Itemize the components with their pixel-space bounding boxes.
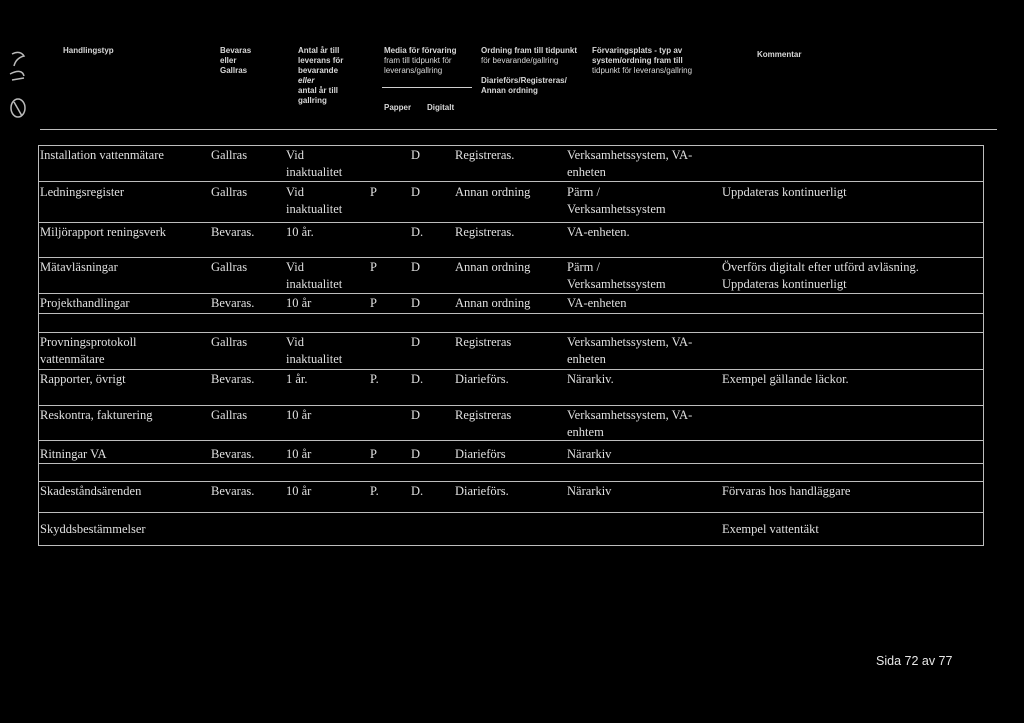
cell-komm: Uppdateras kontinuerligt bbox=[722, 185, 847, 199]
cell-plats: VA-enheten bbox=[567, 296, 627, 310]
row-divider bbox=[38, 313, 984, 314]
cell-typ: Projekthandlingar bbox=[40, 296, 130, 310]
cell-bev: Bevaras. bbox=[211, 225, 255, 239]
row-divider bbox=[38, 463, 984, 464]
cell-ordning: Annan ordning bbox=[455, 185, 531, 199]
cell-plats: Närarkiv. bbox=[567, 372, 614, 386]
cell-plats: Verksamhetssystem, VA- bbox=[567, 408, 693, 422]
cell-plats: Verksamhetssystem, VA- bbox=[567, 335, 693, 349]
header-ordning: Ordning fram till tidpunkt för bevarande/gallring Diarieförs/Registreras/ Annan ordning bbox=[481, 46, 577, 95]
cell-plats: Närarkiv bbox=[567, 447, 612, 461]
cell-plats: Pärm / bbox=[567, 260, 600, 274]
row-divider bbox=[38, 145, 984, 146]
row-divider bbox=[38, 369, 984, 370]
cell-plats: Verksamhetssystem, VA- bbox=[567, 148, 693, 162]
cell-bev: Bevaras. bbox=[211, 484, 255, 498]
cell-typ: Miljörapport reningsverk bbox=[40, 225, 167, 239]
cell-antal: 10 år bbox=[286, 447, 312, 461]
cell-plats: enheten bbox=[567, 352, 606, 366]
cell-plats: Verksamhetssystem bbox=[567, 277, 666, 291]
header-bottom-rule bbox=[40, 129, 997, 130]
cell-komm: Exempel vattentäkt bbox=[722, 522, 819, 536]
cell-p: P. bbox=[370, 484, 379, 498]
cell-d: D bbox=[411, 260, 421, 274]
cell-komm: Uppdateras kontinuerligt bbox=[722, 277, 847, 291]
header-forvaringsplats: Förvaringsplats - typ av system/ordning fram till tidpunkt för leverans/gallring bbox=[592, 46, 693, 75]
header-bevaras: Bevaras eller Gallras bbox=[220, 46, 252, 75]
cell-komm: Överförs digitalt efter utförd avläsning. bbox=[722, 260, 919, 274]
cell-typ: Installation vattenmätare bbox=[40, 148, 164, 162]
cell-bev: Gallras bbox=[211, 408, 248, 422]
cell-ordning: Annan ordning bbox=[455, 296, 531, 310]
cell-typ: Ritningar VA bbox=[40, 447, 107, 461]
cell-ordning: Annan ordning bbox=[455, 260, 531, 274]
cell-ordning: Registreras. bbox=[455, 225, 515, 239]
row-divider bbox=[38, 257, 984, 258]
cell-typ: vattenmätare bbox=[40, 352, 105, 366]
cell-bev: Gallras bbox=[211, 335, 248, 349]
cell-p: P bbox=[370, 260, 377, 274]
cell-p: P bbox=[370, 296, 377, 310]
cell-plats: Verksamhetssystem bbox=[567, 202, 666, 216]
cell-antal: inaktualitet bbox=[286, 202, 343, 216]
row-divider bbox=[38, 545, 984, 546]
cell-antal: 10 år bbox=[286, 408, 312, 422]
cell-antal: 10 år. bbox=[286, 225, 314, 239]
cell-p: P bbox=[370, 447, 377, 461]
row-divider bbox=[38, 181, 984, 182]
cell-bev: Bevaras. bbox=[211, 447, 255, 461]
cell-typ: Rapporter, övrigt bbox=[40, 372, 126, 386]
cell-d: D. bbox=[411, 484, 424, 498]
cell-d: D. bbox=[411, 372, 424, 386]
cell-antal: Vid bbox=[286, 260, 304, 274]
cell-komm: Exempel gällande läckor. bbox=[722, 372, 849, 386]
cell-antal: 10 år bbox=[286, 484, 312, 498]
table-right-border bbox=[983, 145, 984, 545]
header-media-divider bbox=[382, 87, 472, 88]
row-divider bbox=[38, 332, 984, 333]
cell-ordning: Diarieförs. bbox=[455, 484, 509, 498]
cell-typ: Skadeståndsärenden bbox=[40, 484, 142, 498]
row-divider bbox=[38, 512, 984, 513]
cell-typ: Mätavläsningar bbox=[40, 260, 118, 274]
header-papper: Papper bbox=[384, 103, 412, 112]
cell-komm: Förvaras hos handläggare bbox=[722, 484, 851, 498]
header-kommentar: Kommentar bbox=[757, 50, 802, 59]
header-antal-ar: Antal år till leverans för bevarande eller antal år till gallring bbox=[298, 46, 344, 105]
cell-bev: Bevaras. bbox=[211, 296, 255, 310]
cell-p: P bbox=[370, 185, 377, 199]
cell-bev: Gallras bbox=[211, 185, 248, 199]
handwritten-annotation bbox=[6, 46, 30, 126]
cell-typ: Reskontra, fakturering bbox=[40, 408, 153, 422]
row-divider bbox=[38, 481, 984, 482]
cell-ordning: Registreras. bbox=[455, 148, 515, 162]
cell-typ: Ledningsregister bbox=[40, 185, 125, 199]
cell-antal: 10 år bbox=[286, 296, 312, 310]
cell-d: D bbox=[411, 335, 421, 349]
row-divider bbox=[38, 405, 984, 406]
cell-plats: enhtem bbox=[567, 425, 604, 439]
header-media: Media för förvaring fram till tidpunkt för leverans/gallring bbox=[384, 46, 457, 75]
row-divider bbox=[38, 440, 984, 441]
cell-ordning: Registreras bbox=[455, 408, 512, 422]
cell-d: D. bbox=[411, 225, 424, 239]
header-handlingstyp: Handlingstyp bbox=[63, 46, 114, 55]
cell-plats: Pärm / bbox=[567, 185, 600, 199]
cell-bev: Gallras bbox=[211, 148, 248, 162]
table-left-border bbox=[38, 145, 39, 545]
cell-bev: Bevaras. bbox=[211, 372, 255, 386]
cell-antal: inaktualitet bbox=[286, 352, 343, 366]
cell-antal: inaktualitet bbox=[286, 277, 343, 291]
cell-d: D bbox=[411, 447, 421, 461]
page-number: Sida 72 av 77 bbox=[876, 654, 953, 668]
cell-d: D bbox=[411, 148, 421, 162]
cell-plats: enheten bbox=[567, 165, 606, 179]
cell-typ: Provningsprotokoll bbox=[40, 335, 137, 349]
cell-antal: 1 år. bbox=[286, 372, 308, 386]
cell-d: D bbox=[411, 408, 421, 422]
cell-antal: Vid bbox=[286, 335, 304, 349]
cell-antal: inaktualitet bbox=[286, 165, 343, 179]
cell-plats: VA-enheten. bbox=[567, 225, 630, 239]
cell-typ: Skyddsbestämmelser bbox=[40, 522, 146, 536]
cell-ordning: Registreras bbox=[455, 335, 512, 349]
cell-p: P. bbox=[370, 372, 379, 386]
cell-plats: Närarkiv bbox=[567, 484, 612, 498]
cell-antal: Vid bbox=[286, 148, 304, 162]
cell-bev: Gallras bbox=[211, 260, 248, 274]
row-divider bbox=[38, 222, 984, 223]
cell-d: D bbox=[411, 296, 421, 310]
row-divider bbox=[38, 293, 984, 294]
cell-d: D bbox=[411, 185, 421, 199]
cell-ordning: Diarieförs bbox=[455, 447, 506, 461]
cell-ordning: Diarieförs. bbox=[455, 372, 509, 386]
cell-antal: Vid bbox=[286, 185, 304, 199]
header-digitalt: Digitalt bbox=[427, 103, 455, 112]
